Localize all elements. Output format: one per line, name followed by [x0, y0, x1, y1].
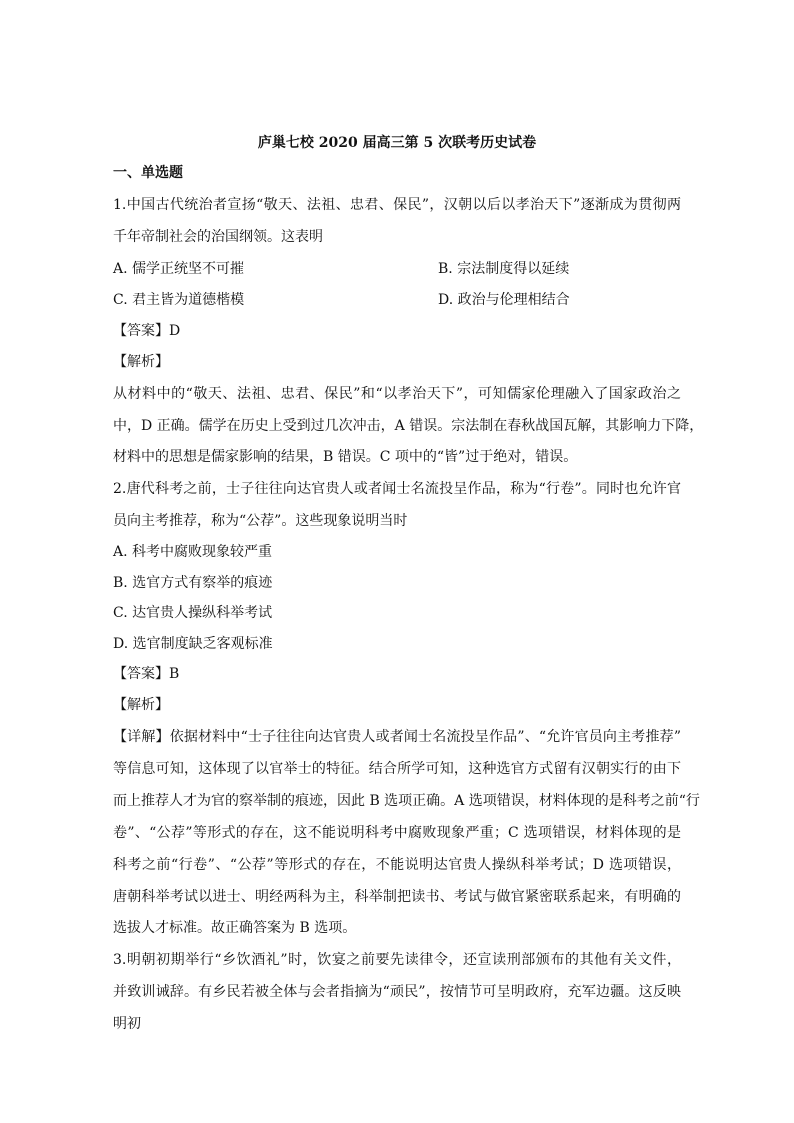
q2-analysis-line-7: 选拔人才标准。故正确答案为 B 选项。: [113, 920, 357, 936]
q1-analysis-line-3: 材料中的思想是儒家影响的结果，B 错误。C 项中的“皆”过于绝对，错误。: [113, 449, 578, 465]
q3-stem-line-1: 3.明朝初期举行“乡饮酒礼”时，饮宴之前要先读律令，还宣读刑部颁布的其他有关文件，: [113, 952, 681, 968]
q1-option-c: C. 君主皆为道德楷模: [113, 292, 245, 308]
q2-option-a: A. 科考中腐败现象较严重: [113, 544, 273, 560]
q1-option-a: A. 儒学正统坚不可摧: [113, 261, 245, 277]
q2-analysis-line-2: 等信息可知，这体现了以官举士的特征。结合所学可知，这种选官方式留有汉朝实行的由下: [113, 761, 681, 777]
q3-stem-line-2: 并致训诫辞。有乡民若被全体与会者指摘为“顽民”，按情节可呈明政府，充军边疆。这反映: [113, 984, 681, 1000]
q2-option-b: B. 选官方式有察举的痕迹: [113, 575, 273, 591]
q1-stem-line-2: 千年帝制社会的治国纲领。这表明: [113, 229, 323, 245]
q2-analysis-label: 【解析】: [113, 697, 169, 713]
section-heading: 一、单选题: [113, 165, 183, 181]
q2-analysis-line-5: 科考之前“行卷”、“公荐”等形式的存在，不能说明达官贵人操纵科举考试；D 选项错误，: [113, 857, 681, 873]
q2-analysis-line-6: 唐朝科举考试以进士、明经两科为主，科举制把读书、考试与做官紧密联系起来，有明确的: [113, 889, 681, 905]
q1-analysis-line-2: 中，D 正确。儒学在历史上受到过几次冲击，A 错误。宗法制在春秋战国瓦解，其影响力下降，: [113, 418, 704, 434]
q1-analysis-line-1: 从材料中的“敬天、法祖、忠君、保民”和“以孝治天下”，可知儒家伦理融入了国家政治之: [113, 386, 681, 402]
q2-option-d: D. 选官制度缺乏客观标准: [113, 636, 273, 652]
q2-stem-line-2: 员向主考推荐，称为“公荐”。这些现象说明当时: [113, 513, 408, 529]
exam-title: 庐巢七校 2020 届高三第 5 次联考历史试卷: [257, 135, 537, 151]
q1-option-d: D. 政治与伦理相结合: [438, 292, 570, 308]
q2-stem-line-1: 2.唐代科考之前，士子往往向达官贵人或者闻士名流投呈作品，称为“行卷”。同时也允许官: [113, 481, 681, 497]
q2-analysis-line-4: 卷”、“公荐”等形式的存在，这不能说明科考中腐败现象严重；C 选项错误，材料体现的是: [113, 825, 681, 841]
q2-analysis-line-1: 【详解】依据材料中“士子往往向达官贵人或者闻士名流投呈作品”、“允许官员向主考推荐”: [113, 729, 681, 745]
q1-answer: 【答案】D: [113, 323, 181, 339]
q1-analysis-label: 【解析】: [113, 354, 169, 370]
q2-analysis-line-3: 而上推荐人才为官的察举制的痕迹，因此 B 选项正确。A 选项错误，材料体现的是科考之前“行: [113, 793, 700, 809]
q1-stem-line-1: 1.中国古代统治者宣扬“敬天、法祖、忠君、保民”，汉朝以后以孝治天下”逐渐成为贯彻两: [113, 197, 681, 213]
q3-stem-line-3: 明初: [113, 1016, 141, 1032]
q2-answer: 【答案】B: [113, 666, 180, 682]
q1-option-b: B. 宗法制度得以延续: [438, 261, 570, 277]
q2-option-c: C. 达官贵人操纵科举考试: [113, 605, 273, 621]
